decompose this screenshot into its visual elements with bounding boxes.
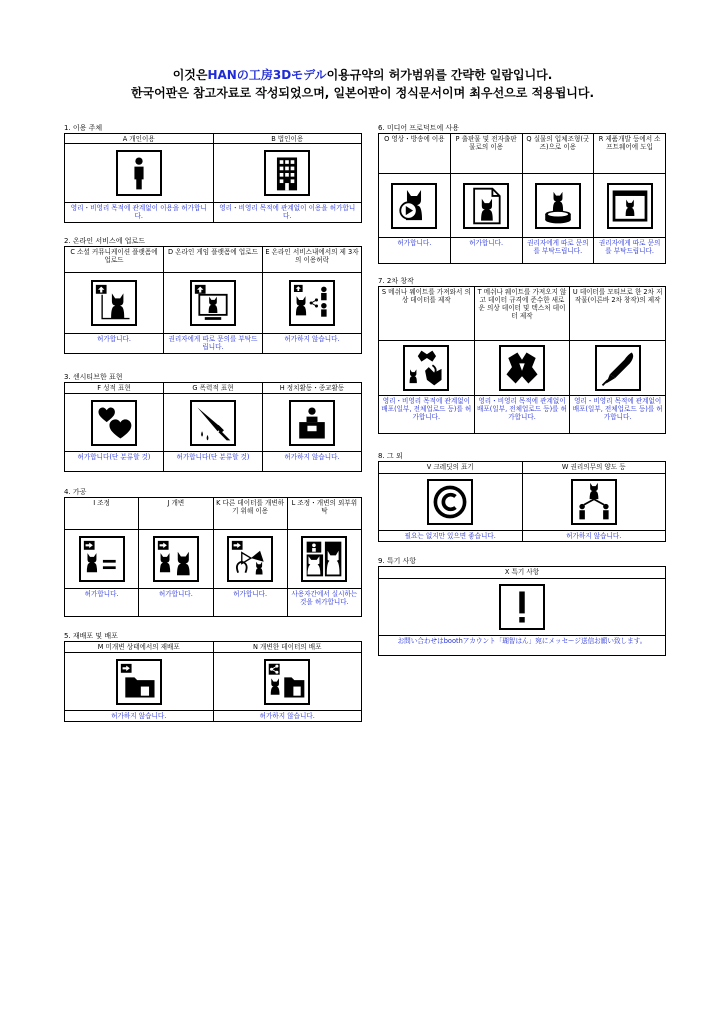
item-permission: 허가합니다. xyxy=(139,588,212,616)
item-software-integration xyxy=(594,134,665,263)
section-title: 6. 미디어 프로덕트에 사용 xyxy=(378,124,459,132)
item-permission: 허가합니다. xyxy=(214,588,287,616)
item-permission: 허가하지 않습니다. xyxy=(523,530,666,541)
item-header: U 데이터를 모티브로 한 2차 저작물(이른바 2차 창작)의 제작 xyxy=(570,287,665,341)
section-usage-subject xyxy=(64,123,362,223)
item-personal-use xyxy=(65,134,214,222)
bloody-knife-icon xyxy=(190,400,236,446)
item-social-upload xyxy=(65,247,164,353)
section-title: 5. 재배포 및 배포 xyxy=(64,632,118,640)
upload-cat-icon xyxy=(91,280,137,326)
item-permission: 허가하지 않습니다. xyxy=(263,451,361,471)
section-special-notes xyxy=(378,556,666,656)
item-header: V 크레딧의 표기 xyxy=(379,462,522,474)
item-header: O 영상・방송에 이용 xyxy=(379,134,450,174)
item-permission: 영리・비영리 목적에 관계없이 배포(일부, 전체업로드 등)를 허가합니다. xyxy=(570,395,665,433)
item-header: D 온라인 게임 플랫폼에 업로드 xyxy=(164,247,262,273)
item-permission: 허가합니다(단 분류할 것) xyxy=(65,451,163,471)
item-adjustment xyxy=(65,498,139,616)
outsourcing-icon xyxy=(301,536,347,582)
item-contact-note: お問い合わせはboothアカウント「瑚智はん」宛にメッセージ送信お願い致します。 xyxy=(379,635,665,655)
ribbon-cat-icon xyxy=(227,536,273,582)
item-corporate-use xyxy=(214,134,362,222)
office-building-icon xyxy=(264,150,310,196)
item-header: P 출판물 및 전자출판물로의 이용 xyxy=(451,134,522,174)
item-header: E 온라인 서비스내에서의 제 3자의 이용허락 xyxy=(263,247,361,273)
item-permission: 영리・비영리 목적에 관계없이 배포(일부, 전체업로드 등)를 허가합니다. xyxy=(379,395,474,433)
folder-cat-icon xyxy=(116,659,162,705)
page-subtitle: 한국어판은 참고자료로 작성되었으며, 일본어판이 정식문서이며 최우선으로 적용됩니다. xyxy=(130,86,595,100)
section-title: 9. 특기 사항 xyxy=(378,557,417,565)
section-sensitive-expression xyxy=(64,372,362,472)
video-play-cat-icon xyxy=(391,183,437,229)
item-political-religious xyxy=(263,383,361,471)
item-header: K 다른 데이터를 개변하기 위해 이용 xyxy=(214,498,287,530)
item-outsourcing xyxy=(288,498,361,616)
item-permission: 허가합니다. xyxy=(379,237,450,263)
item-header: H 정치활동・종교활동 xyxy=(263,383,361,394)
item-permission: 허가합니다. xyxy=(65,588,138,616)
game-monitor-cat-icon xyxy=(190,280,236,326)
item-header: R 제품개발 등에서 소프트웨어에 도입 xyxy=(594,134,665,174)
podium-speaker-icon xyxy=(289,400,335,446)
item-special-note xyxy=(379,567,665,655)
item-use-for-other-data xyxy=(214,498,288,616)
item-sexual-expression xyxy=(65,383,164,471)
clothing-transfer-icon xyxy=(403,345,449,391)
item-header: X 특기 사항 xyxy=(379,567,665,579)
section-title: 3. 센시티브한 표현 xyxy=(64,373,123,381)
section-title: 2. 온라인 서비스에 업로드 xyxy=(64,237,145,245)
adjust-equal-icon xyxy=(79,536,125,582)
item-header: I 조정 xyxy=(65,498,138,530)
section-media-products xyxy=(378,123,666,264)
item-header: N 개변한 데이터의 배포 xyxy=(214,642,362,653)
item-secondary-creation xyxy=(570,287,665,433)
section-other xyxy=(378,451,666,542)
copyright-icon xyxy=(427,479,473,525)
item-game-upload xyxy=(164,247,263,353)
item-permission: 필요는 없지만 있으면 좋습니다. xyxy=(379,530,522,541)
item-header: M 미개변 상태에서의 재배포 xyxy=(65,642,213,653)
item-new-clothing xyxy=(475,287,571,433)
item-header: T 메쉬나 웨이트를 가져오지 않고 데이터 규격에 준수한 새로운 의상 데이터 및 텍스처 데이터 제작 xyxy=(475,287,570,341)
section-title: 1. 이용 주체 xyxy=(64,124,103,132)
modify-cat-icon xyxy=(153,536,199,582)
section-title: 4. 가공 xyxy=(64,488,87,496)
section-redistribution xyxy=(64,631,362,722)
item-header: S 메쉬나 웨이트를 가져와서 의상 데이터를 제작 xyxy=(379,287,474,341)
section-derivative-works xyxy=(378,276,666,434)
item-video-broadcast xyxy=(379,134,451,263)
transfer-rights-icon xyxy=(571,479,617,525)
software-window-cat-icon xyxy=(607,183,653,229)
item-permission: 권리자에게 따로 문의를 부탁드립니다. xyxy=(523,237,594,263)
brand-name: HANの工房3Dモデル xyxy=(207,68,327,82)
item-third-party-license xyxy=(263,247,361,353)
fountain-pen-icon xyxy=(595,345,641,391)
item-credit-notation xyxy=(379,462,523,541)
item-permission: 허가합니다. xyxy=(65,333,163,353)
item-permission: 허가하지 않습니다. xyxy=(214,710,362,721)
person-icon xyxy=(116,150,162,196)
item-header: B 법인이용 xyxy=(214,134,362,144)
section-title: 7. 2차 창작 xyxy=(378,277,414,285)
item-permission: 권리자에게 따로 문의를 부탁드립니다. xyxy=(594,237,665,263)
item-unmodified-redistribution xyxy=(65,642,214,721)
item-permission: 영리・비영리 목적에 관계없이 이용을 허가합니다. xyxy=(65,202,213,222)
item-publication xyxy=(451,134,523,263)
item-permission: 영리・비영리 목적에 관계없이 이용을 허가합니다. xyxy=(214,202,362,222)
item-header: C 소셜 커뮤니케이션 플랫폼에 업로드 xyxy=(65,247,163,273)
item-permission: 허가합니다. xyxy=(451,237,522,263)
item-clothing-with-mesh xyxy=(379,287,475,433)
share-folder-cat-icon xyxy=(264,659,310,705)
item-modification xyxy=(139,498,213,616)
section-online-upload xyxy=(64,236,362,354)
item-permission: 허가하지 않습니다. xyxy=(263,333,361,353)
item-header: F 성적 표현 xyxy=(65,383,163,394)
item-header: J 개변 xyxy=(139,498,212,530)
item-modified-distribution xyxy=(214,642,362,721)
hearts-icon xyxy=(91,400,137,446)
section-processing xyxy=(64,487,362,617)
item-physical-figure xyxy=(523,134,595,263)
item-violent-expression xyxy=(164,383,263,471)
item-permission: 권리자에게 따로 문의를 부탁드립니다. xyxy=(164,333,262,353)
document-cat-icon xyxy=(463,183,509,229)
item-header: L 조정・개변의 외부위탁 xyxy=(288,498,361,530)
section-title: 8. 그 외 xyxy=(378,452,403,460)
item-permission: 영리・비영리 목적에 관계없이 배포(일부, 전체업로드 등)를 허가합니다. xyxy=(475,395,570,433)
item-header: A 개인이용 xyxy=(65,134,213,144)
page-title: 이것은HANの工房3Dモデル이용규약의 허가범위를 간략한 일람입니다. xyxy=(172,68,553,82)
item-header: G 폭력적 표현 xyxy=(164,383,262,394)
item-rights-transfer xyxy=(523,462,666,541)
item-header: Q 실물의 입체조형(굿즈)으로 이용 xyxy=(523,134,594,174)
item-permission: 사용자간에서 실시하는 것을 허가합니다. xyxy=(288,588,361,616)
exclamation-icon xyxy=(499,584,545,630)
item-permission: 허가하지 않습니다. xyxy=(65,710,213,721)
share-third-party-icon xyxy=(289,280,335,326)
figure-cat-icon xyxy=(535,183,581,229)
item-header: W 권리의무의 양도 등 xyxy=(523,462,666,474)
item-permission: 허가합니다(단 분류할 것) xyxy=(164,451,262,471)
new-clothing-icon xyxy=(499,345,545,391)
